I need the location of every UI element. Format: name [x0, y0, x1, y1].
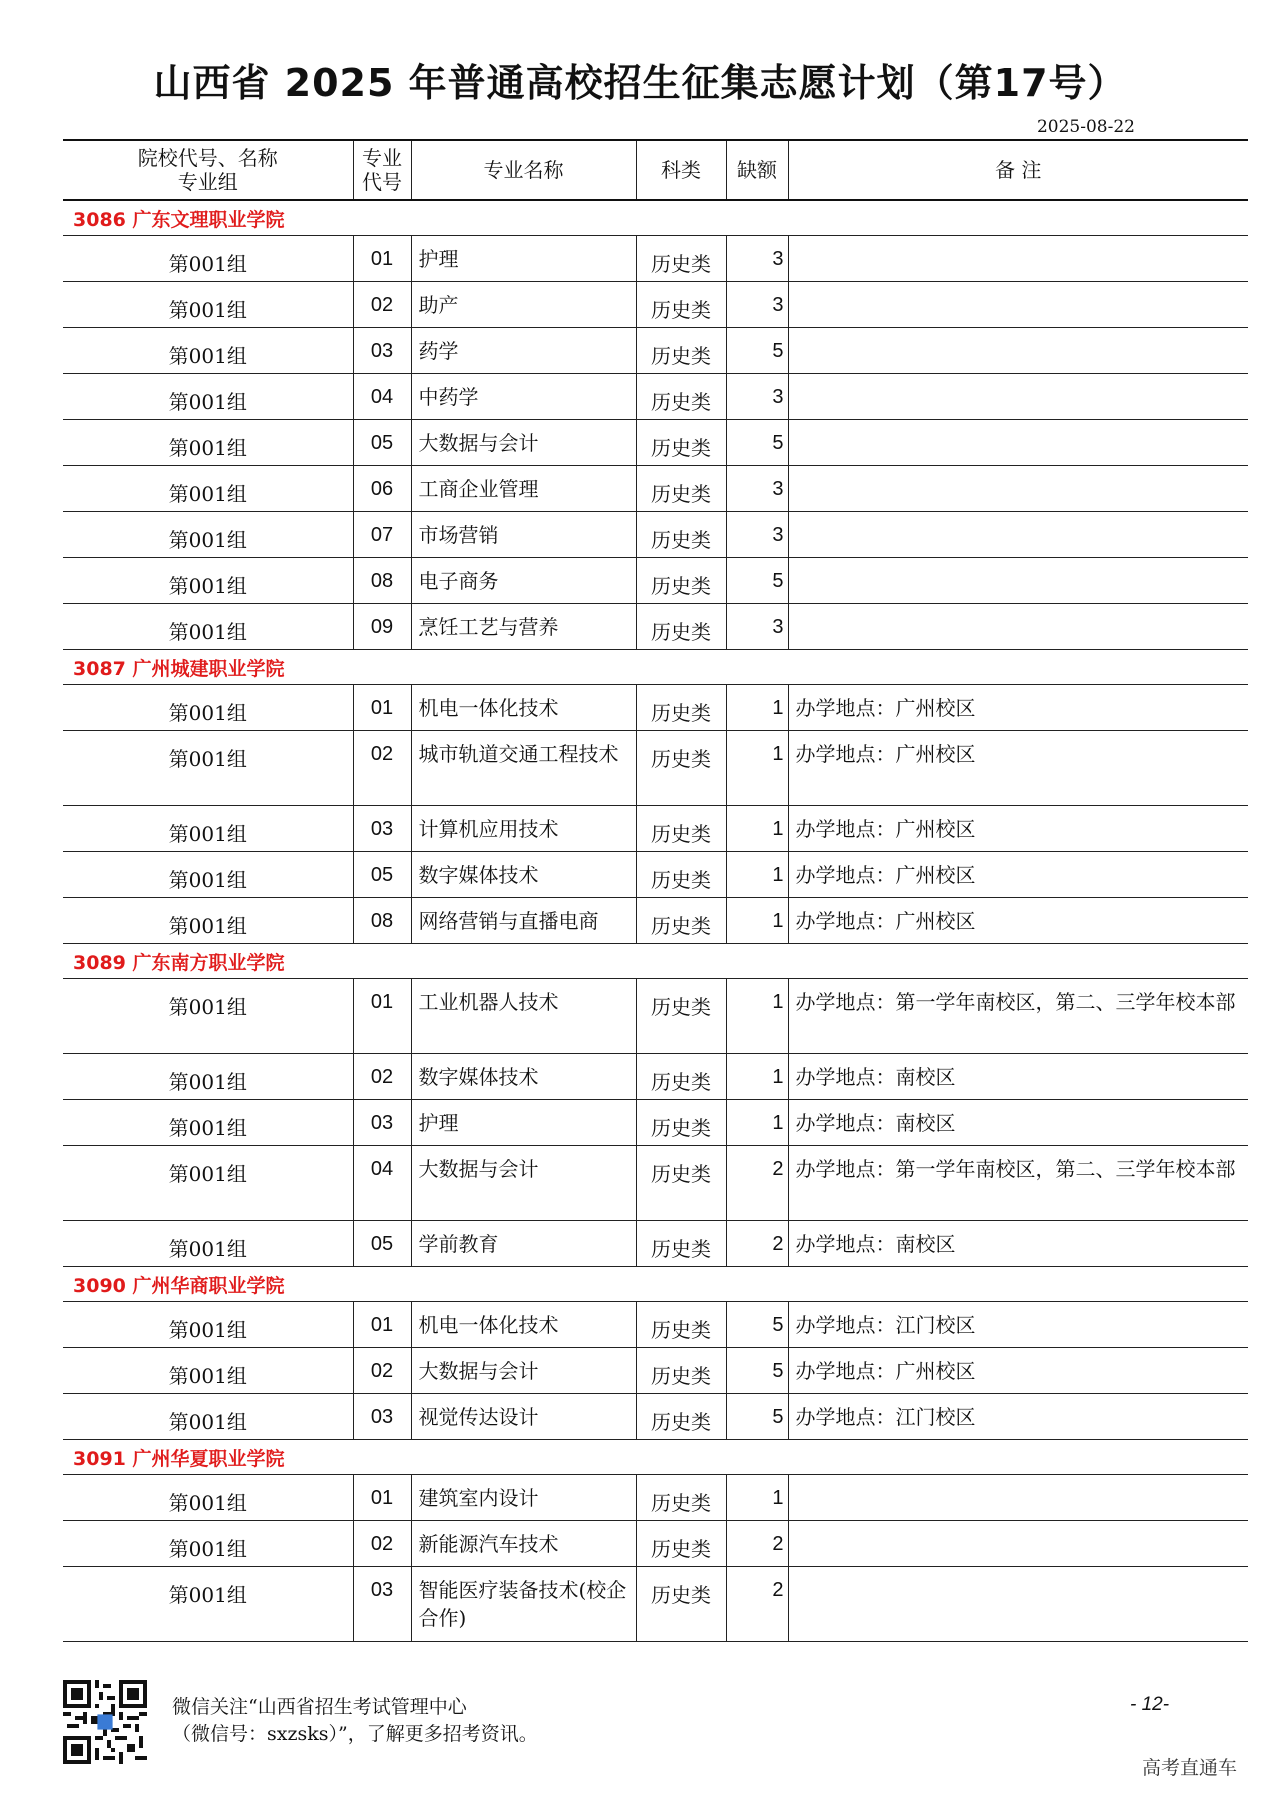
major-name-cell: 智能医疗装备技术(校企合作)	[411, 1567, 636, 1642]
major-name-cell: 护理	[411, 1100, 636, 1146]
group-cell: 第001组	[63, 898, 353, 944]
note-cell	[788, 236, 1248, 282]
major-code-cell: 04	[353, 1146, 411, 1221]
subject-kind-cell: 历史类	[636, 731, 726, 806]
publish-date: 2025-08-22	[1036, 117, 1135, 137]
major-code-cell: 09	[353, 604, 411, 650]
group-cell: 第001组	[63, 420, 353, 466]
page-title: 山西省 2025 年普通高校招生征集志愿计划（第17号）	[153, 61, 1127, 105]
major-name-cell: 视觉传达设计	[411, 1394, 636, 1440]
subject-kind-cell: 历史类	[636, 466, 726, 512]
note-cell: 办学地点：广州校区	[788, 806, 1248, 852]
note-cell	[788, 604, 1248, 650]
subject-kind-cell: 历史类	[636, 374, 726, 420]
major-name-cell: 助产	[411, 282, 636, 328]
subject-kind-cell: 历史类	[636, 852, 726, 898]
subject-kind-cell: 历史类	[636, 1348, 726, 1394]
major-name-cell: 工业机器人技术	[411, 979, 636, 1054]
subject-kind-cell: 历史类	[636, 1521, 726, 1567]
major-code-cell: 07	[353, 512, 411, 558]
header-note: 备 注	[788, 140, 1248, 200]
table-row	[63, 1567, 1248, 1642]
note-cell: 办学地点：南校区	[788, 1054, 1248, 1100]
major-code-cell: 05	[353, 1221, 411, 1267]
major-name-cell: 中药学	[411, 374, 636, 420]
major-name-cell: 学前教育	[411, 1221, 636, 1267]
quota-cell: 2	[726, 1521, 788, 1567]
table-row	[63, 1475, 1248, 1521]
major-name-cell: 烹饪工艺与营养	[411, 604, 636, 650]
major-name-cell: 机电一体化技术	[411, 1302, 636, 1348]
group-cell: 第001组	[63, 374, 353, 420]
note-cell	[788, 374, 1248, 420]
major-name-cell: 新能源汽车技术	[411, 1521, 636, 1567]
table-row	[63, 282, 1248, 328]
school-name: 3087 广州城建职业学院	[63, 650, 1248, 685]
footer-line-1: 微信关注“山西省招生考试管理中心	[172, 1696, 467, 1718]
footer-wechat-note	[172, 1694, 538, 1748]
quota-cell: 2	[726, 1146, 788, 1221]
quota-cell: 5	[726, 558, 788, 604]
major-code-cell: 06	[353, 466, 411, 512]
quota-cell: 3	[726, 604, 788, 650]
subject-kind-cell: 历史类	[636, 1100, 726, 1146]
quota-cell: 2	[726, 1567, 788, 1642]
note-cell: 办学地点：第一学年南校区，第二、三学年校本部	[788, 1146, 1248, 1221]
major-code-cell: 08	[353, 558, 411, 604]
note-cell	[788, 466, 1248, 512]
major-code-cell: 02	[353, 1521, 411, 1567]
note-cell: 办学地点：江门校区	[788, 1394, 1248, 1440]
subject-kind-cell: 历史类	[636, 979, 726, 1054]
school-header-row	[63, 200, 1248, 236]
table-row	[63, 1394, 1248, 1440]
subject-kind-cell: 历史类	[636, 806, 726, 852]
table-row	[63, 558, 1248, 604]
subject-kind-cell: 历史类	[636, 898, 726, 944]
quota-cell: 1	[726, 685, 788, 731]
group-cell: 第001组	[63, 512, 353, 558]
table-row	[63, 979, 1248, 1054]
school-header-row	[63, 944, 1248, 979]
note-cell	[788, 1475, 1248, 1521]
subject-kind-cell: 历史类	[636, 685, 726, 731]
major-name-cell: 市场营销	[411, 512, 636, 558]
major-name-cell: 城市轨道交通工程技术	[411, 731, 636, 806]
table-row	[63, 374, 1248, 420]
note-cell	[788, 282, 1248, 328]
major-name-cell: 数字媒体技术	[411, 852, 636, 898]
school-header-row	[63, 1440, 1248, 1475]
group-cell: 第001组	[63, 1221, 353, 1267]
major-code-cell: 01	[353, 1302, 411, 1348]
quota-cell: 2	[726, 1221, 788, 1267]
quota-cell: 5	[726, 328, 788, 374]
watermark: 高考直通车	[1142, 1757, 1238, 1779]
table-row	[63, 806, 1248, 852]
school-header-row	[63, 650, 1248, 685]
subject-kind-cell: 历史类	[636, 558, 726, 604]
note-cell	[788, 1567, 1248, 1642]
major-name-cell: 工商企业管理	[411, 466, 636, 512]
table-row	[63, 328, 1248, 374]
table-row	[63, 604, 1248, 650]
major-code-cell: 05	[353, 420, 411, 466]
header-name: 专业名称	[411, 140, 636, 200]
school-name: 3089 广东南方职业学院	[63, 944, 1248, 979]
note-cell	[788, 420, 1248, 466]
table-row	[63, 420, 1248, 466]
school-name: 3090 广州华商职业学院	[63, 1267, 1248, 1302]
major-name-cell: 建筑室内设计	[411, 1475, 636, 1521]
table-row	[63, 512, 1248, 558]
group-cell: 第001组	[63, 806, 353, 852]
group-cell: 第001组	[63, 852, 353, 898]
major-name-cell: 网络营销与直播电商	[411, 898, 636, 944]
group-cell: 第001组	[63, 328, 353, 374]
table-row	[63, 466, 1248, 512]
major-name-cell: 大数据与会计	[411, 1146, 636, 1221]
school-name: 3086 广东文理职业学院	[63, 200, 1248, 236]
table-row	[63, 852, 1248, 898]
quota-cell: 1	[726, 1054, 788, 1100]
major-code-cell: 02	[353, 731, 411, 806]
major-code-cell: 01	[353, 1475, 411, 1521]
major-code-cell: 01	[353, 236, 411, 282]
major-code-cell: 03	[353, 1567, 411, 1642]
table-row	[63, 1221, 1248, 1267]
subject-kind-cell: 历史类	[636, 604, 726, 650]
qr-code-icon	[63, 1680, 147, 1764]
group-cell: 第001组	[63, 1100, 353, 1146]
quota-cell: 5	[726, 420, 788, 466]
table-row	[63, 1054, 1248, 1100]
header-quota: 缺额	[726, 140, 788, 200]
plan-table-body	[63, 200, 1248, 1642]
major-code-cell: 02	[353, 1054, 411, 1100]
table-row	[63, 1100, 1248, 1146]
note-cell: 办学地点：广州校区	[788, 1348, 1248, 1394]
quota-cell: 1	[726, 1475, 788, 1521]
subject-kind-cell: 历史类	[636, 420, 726, 466]
subject-kind-cell: 历史类	[636, 1475, 726, 1521]
quota-cell: 3	[726, 374, 788, 420]
header-code: 专业 代号	[353, 140, 411, 200]
major-code-cell: 02	[353, 282, 411, 328]
major-code-cell: 04	[353, 374, 411, 420]
major-code-cell: 03	[353, 1394, 411, 1440]
group-cell: 第001组	[63, 466, 353, 512]
table-row	[63, 731, 1248, 806]
quota-cell: 1	[726, 979, 788, 1054]
major-name-cell: 机电一体化技术	[411, 685, 636, 731]
note-cell	[788, 1521, 1248, 1567]
table-row	[63, 1146, 1248, 1221]
note-cell: 办学地点：第一学年南校区，第二、三学年校本部	[788, 979, 1248, 1054]
major-code-cell: 05	[353, 852, 411, 898]
table-row	[63, 1521, 1248, 1567]
major-code-cell: 08	[353, 898, 411, 944]
subject-kind-cell: 历史类	[636, 1146, 726, 1221]
subject-kind-cell: 历史类	[636, 1394, 726, 1440]
note-cell: 办学地点：广州校区	[788, 898, 1248, 944]
quota-cell: 3	[726, 466, 788, 512]
major-name-cell: 大数据与会计	[411, 420, 636, 466]
table-header-row	[63, 140, 1248, 200]
subject-kind-cell: 历史类	[636, 512, 726, 558]
major-name-cell: 护理	[411, 236, 636, 282]
subject-kind-cell: 历史类	[636, 236, 726, 282]
group-cell: 第001组	[63, 236, 353, 282]
group-cell: 第001组	[63, 1054, 353, 1100]
group-cell: 第001组	[63, 1521, 353, 1567]
note-cell	[788, 512, 1248, 558]
subject-kind-cell: 历史类	[636, 1054, 726, 1100]
school-header-row	[63, 1267, 1248, 1302]
note-cell: 办学地点：广州校区	[788, 731, 1248, 806]
note-cell: 办学地点：广州校区	[788, 852, 1248, 898]
group-cell: 第001组	[63, 979, 353, 1054]
header-group: 院校代号、名称 专业组	[63, 140, 353, 200]
quota-cell: 5	[726, 1348, 788, 1394]
quota-cell: 5	[726, 1394, 788, 1440]
group-cell: 第001组	[63, 1394, 353, 1440]
major-name-cell: 数字媒体技术	[411, 1054, 636, 1100]
table-row	[63, 1302, 1248, 1348]
school-name: 3091 广州华夏职业学院	[63, 1440, 1248, 1475]
major-code-cell: 01	[353, 685, 411, 731]
major-name-cell: 计算机应用技术	[411, 806, 636, 852]
major-code-cell: 03	[353, 328, 411, 374]
group-cell: 第001组	[63, 1146, 353, 1221]
page-number: - 12-	[1130, 1694, 1170, 1715]
group-cell: 第001组	[63, 1302, 353, 1348]
quota-cell: 1	[726, 898, 788, 944]
footer-line-2: （微信号：sxzsks）”，了解更多招考资讯。	[172, 1723, 538, 1745]
note-cell	[788, 328, 1248, 374]
note-cell	[788, 558, 1248, 604]
group-cell: 第001组	[63, 558, 353, 604]
group-cell: 第001组	[63, 1475, 353, 1521]
major-code-cell: 03	[353, 1100, 411, 1146]
group-cell: 第001组	[63, 1567, 353, 1642]
major-code-cell: 03	[353, 806, 411, 852]
quota-cell: 3	[726, 282, 788, 328]
table-row	[63, 236, 1248, 282]
note-cell: 办学地点：广州校区	[788, 685, 1248, 731]
major-code-cell: 01	[353, 979, 411, 1054]
table-row	[63, 898, 1248, 944]
note-cell: 办学地点：南校区	[788, 1100, 1248, 1146]
subject-kind-cell: 历史类	[636, 282, 726, 328]
group-cell: 第001组	[63, 731, 353, 806]
subject-kind-cell: 历史类	[636, 1302, 726, 1348]
subject-kind-cell: 历史类	[636, 1567, 726, 1642]
subject-kind-cell: 历史类	[636, 328, 726, 374]
major-name-cell: 药学	[411, 328, 636, 374]
major-name-cell: 电子商务	[411, 558, 636, 604]
group-cell: 第001组	[63, 282, 353, 328]
quota-cell: 5	[726, 1302, 788, 1348]
quota-cell: 1	[726, 806, 788, 852]
quota-cell: 1	[726, 1100, 788, 1146]
major-name-cell: 大数据与会计	[411, 1348, 636, 1394]
subject-kind-cell: 历史类	[636, 1221, 726, 1267]
quota-cell: 3	[726, 236, 788, 282]
group-cell: 第001组	[63, 1348, 353, 1394]
group-cell: 第001组	[63, 604, 353, 650]
header-kind: 科类	[636, 140, 726, 200]
note-cell: 办学地点：南校区	[788, 1221, 1248, 1267]
group-cell: 第001组	[63, 685, 353, 731]
quota-cell: 1	[726, 852, 788, 898]
note-cell: 办学地点：江门校区	[788, 1302, 1248, 1348]
quota-cell: 1	[726, 731, 788, 806]
table-row	[63, 1348, 1248, 1394]
quota-cell: 3	[726, 512, 788, 558]
plan-table	[63, 139, 1248, 1642]
major-code-cell: 02	[353, 1348, 411, 1394]
table-row	[63, 685, 1248, 731]
